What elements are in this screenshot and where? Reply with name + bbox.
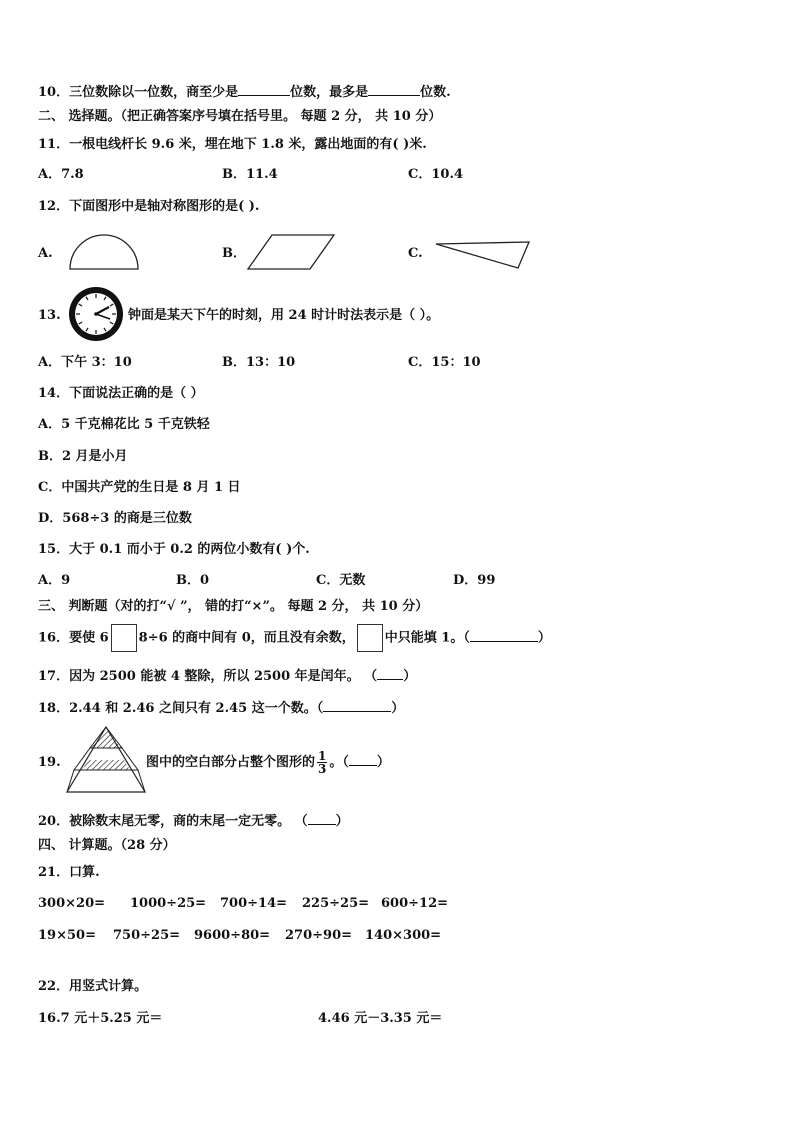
option-b[interactable]: B．0: [176, 573, 210, 588]
column-calc-item: 16.7 元＋5.25 元＝: [38, 1011, 163, 1026]
answer-blank[interactable]: [368, 81, 420, 96]
option-a[interactable]: A．9: [38, 573, 71, 588]
option-a[interactable]: A．7.8: [38, 167, 84, 182]
mental-math-item: 270÷90=: [285, 928, 353, 943]
mental-math-item: 225÷25=: [302, 896, 370, 911]
option-b[interactable]: B．2 月是小月: [38, 449, 128, 464]
option-d[interactable]: D．99: [453, 573, 496, 588]
answer-blank[interactable]: [470, 627, 538, 642]
question-19: 图中的空白部分占整个图形的 $\frac{1}{3}$ 。（ ）: [146, 749, 390, 776]
question-13: 钟面是某天下午的时刻，用 24 时计时法表示是（ ）。: [128, 308, 440, 323]
mental-math-item: 300×20=: [38, 896, 106, 911]
answer-blank[interactable]: [308, 810, 336, 825]
question-10: 10．三位数除以一位数，商至少是 位数，最多是 位数.: [38, 81, 451, 102]
question-20: 20．被除数末尾无零，商的末尾一定无零。 （ ）: [38, 810, 349, 831]
question-21: 21．口算.: [38, 865, 100, 880]
option-a[interactable]: A．下午 3：10: [38, 355, 132, 370]
mental-math-item: 9600÷80=: [194, 928, 271, 943]
option-b[interactable]: B．13：10: [222, 355, 296, 370]
answer-blank[interactable]: [349, 751, 377, 766]
option-a[interactable]: A.: [38, 246, 53, 261]
question-15: 15．大于 0.1 而小于 0.2 的两位小数有( )个.: [38, 542, 310, 557]
option-b[interactable]: B．11.4: [222, 167, 278, 182]
mental-math-item: 1000÷25=: [130, 896, 207, 911]
answer-blank[interactable]: [377, 665, 403, 680]
question-13-number: 13.: [38, 308, 61, 323]
striped-triangle-figure: [64, 724, 148, 796]
triangle-shape: [434, 236, 534, 272]
question-14: 14．下面说法正确的是（ ）: [38, 386, 204, 401]
option-b[interactable]: B．: [222, 246, 246, 261]
option-c[interactable]: C．15：10: [408, 355, 481, 370]
mental-math-item: 750÷25=: [113, 928, 181, 943]
question-11: 11．一根电线杆长 9.6 米，埋在地下 1.8 米，露出地面的有( )米.: [38, 137, 427, 152]
section-3-heading: 三、 判断题（对的打“√ ”， 错的打“×”。 每题 2 分， 共 10 分）: [38, 599, 429, 614]
option-c[interactable]: C．中国共产党的生日是 8 月 1 日: [38, 480, 241, 495]
option-c[interactable]: C．无数: [316, 573, 366, 588]
question-16: 16．要使 6 8÷6 的商中间有 0，而且没有余数， 中只能填 1。（ ）: [38, 624, 551, 653]
fraction-one-third: $\frac{1}{3}$: [318, 749, 327, 776]
question-19-number: 19.: [38, 755, 61, 770]
digit-box[interactable]: [357, 624, 383, 652]
mental-math-item: 19×50=: [38, 928, 96, 943]
option-c[interactable]: C．10.4: [408, 167, 464, 182]
question-18: 18．2.44 和 2.46 之间只有 2.45 这一个数。（ ）: [38, 697, 404, 718]
parallelogram-shape: [246, 232, 338, 272]
section-4-heading: 四、 计算题。（28 分）: [38, 838, 176, 853]
option-a[interactable]: A．5 千克棉花比 5 千克铁轻: [38, 417, 210, 432]
answer-blank[interactable]: [238, 81, 290, 96]
option-d[interactable]: D．568÷3 的商是三位数: [38, 511, 192, 526]
clock-icon: [66, 286, 128, 344]
mental-math-item: 700÷14=: [220, 896, 288, 911]
question-12: 12．下面图形中是轴对称图形的是( ).: [38, 199, 260, 214]
digit-box[interactable]: [111, 624, 137, 652]
answer-blank[interactable]: [323, 697, 391, 712]
column-calc-item: 4.46 元－3.35 元＝: [318, 1011, 443, 1026]
option-c[interactable]: C.: [408, 246, 423, 261]
question-17: 17．因为 2500 能被 4 整除，所以 2500 年是闰年。 （ ）: [38, 665, 416, 686]
semicircle-shape: [68, 232, 140, 272]
mental-math-item: 140×300=: [365, 928, 442, 943]
mental-math-item: 600÷12=: [381, 896, 449, 911]
section-2-heading: 二、 选择题。（把正确答案序号填在括号里。 每题 2 分， 共 10 分）: [38, 109, 442, 124]
question-22: 22．用竖式计算。: [38, 979, 148, 994]
